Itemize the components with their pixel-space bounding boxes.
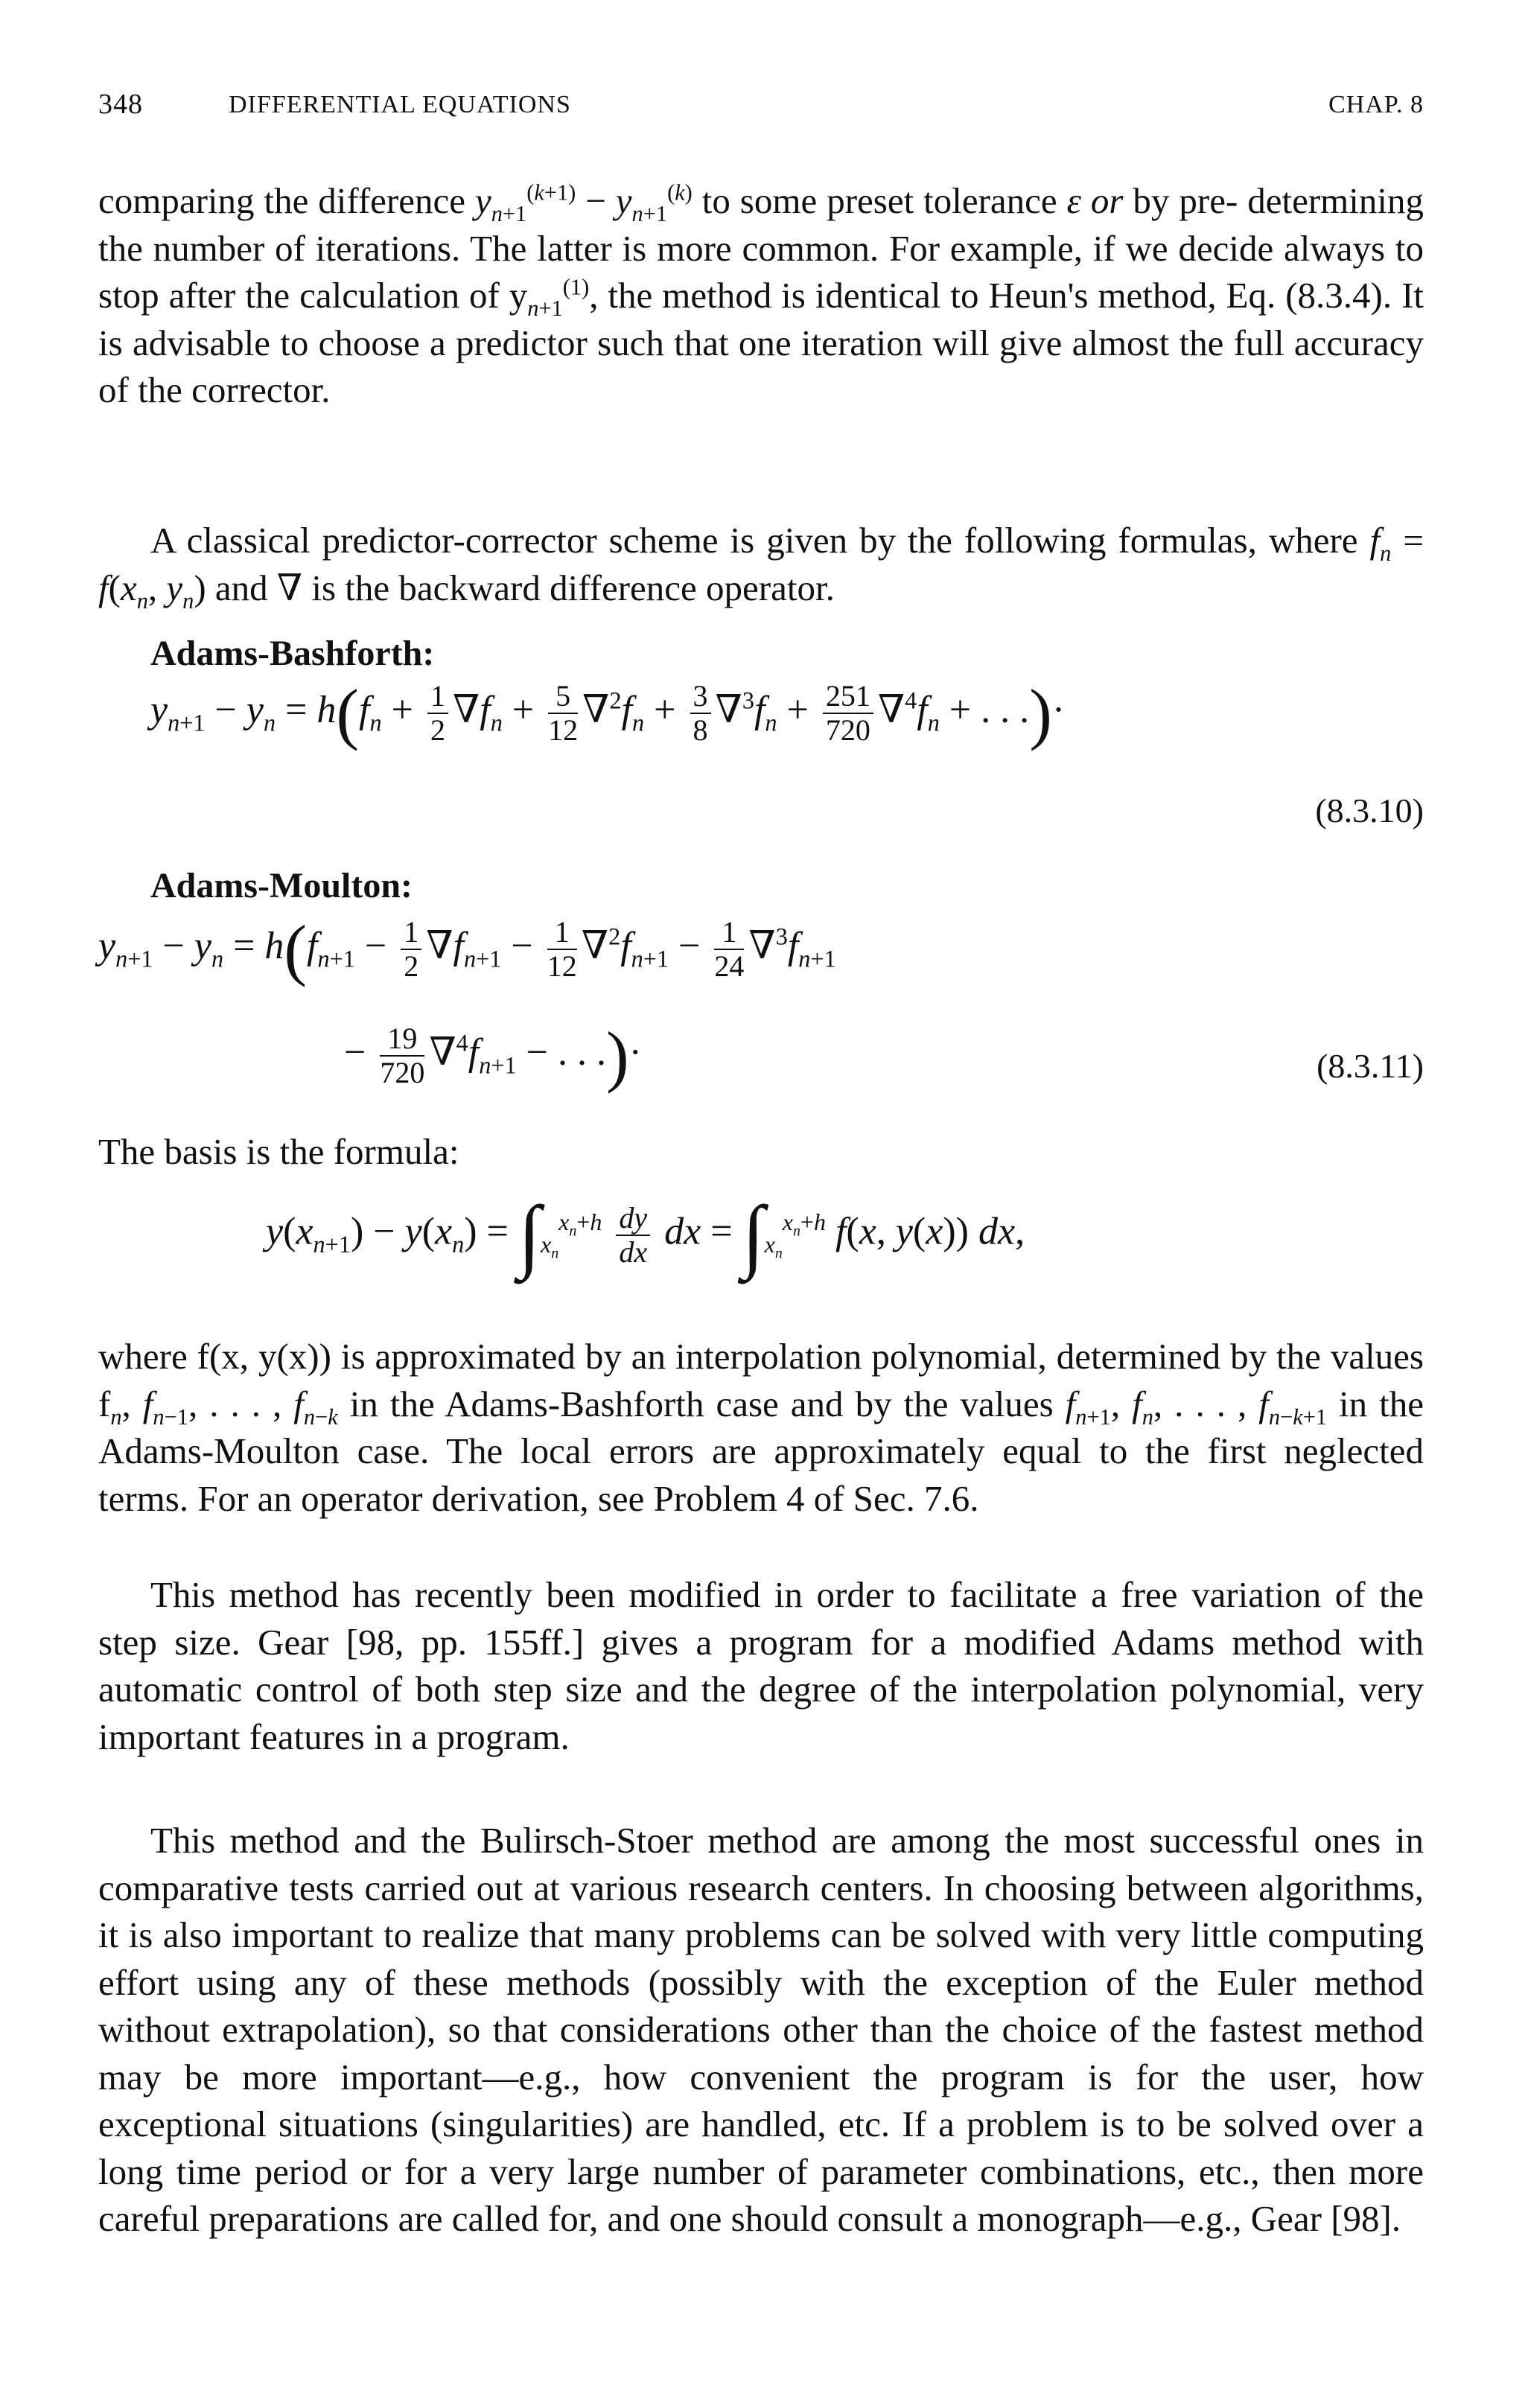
paragraph-comparison: This method and the Bulirsch-Stoer method are among the most successful ones in comparative tests carried out at various research centers. In choosing between algorithms, it is also important to realize that many problems can be solved with very little computing effort using any of these methods (possibly with the exception of the Euler method without extrapolation), so that considerations other than the choice of the fastest method may be more important—e.g., how convenient the program is for the user, how exceptional situations (singularities) are handled, etc. If a problem is to be solved over a long time period or for a very large number of parameter combinations, etc., then more careful preparations are called for, and one should consult a monograph—e.g., Gear [98]. xyxy=(98,1820,1424,2239)
equation-number-8-3-10: (8.3.10) xyxy=(1315,791,1424,829)
basis-intro: The basis is the formula: xyxy=(98,1131,459,1172)
equation-adams-moulton-line2: − $\frac{19}{720}$ $\nabla^4f_{n+1}$ − . . .)· xyxy=(344,1018,642,1094)
page-number: 348 xyxy=(98,89,143,120)
equation-adams-moulton-line1: $y_{n+1} - y_n = h(f_{n+1}$ − $\frac{1}{2}$ $\nabla f_{n+1}$ − $\frac{1}{12}$ $\nabla^2f_{n+1}$ − $\frac{1}{24}$ $\nabla^3f_{n+1}$ xyxy=(98,911,836,987)
paragraph-step-size: This method has recently been modified in order to facilitate a free variation of the step size. Gear [98, pp. 155ff.] gives a program for a modified Adams method with automatic control of both step size and the degree of the interpolation polynomial, very important features in a program. xyxy=(98,1574,1424,1757)
equation-integral-basis: $y(x_{n+1}) - y(x_n) = \int_{x_n}^{x_n+h}$ $\frac{dy}{dx}$ dx = $\int_{x_n}^{x_n+h}$ f(x, y(x)) dx, xyxy=(266,1189,1025,1280)
chapter-label: CHAP. 8 xyxy=(1328,91,1424,118)
equation-number-8-3-11: (8.3.11) xyxy=(1317,1047,1424,1085)
equation-adams-bashforth: $y_{n+1} - y_n = h(f_n$ + $\frac{1}{2}$ $\nabla f_n$ + $\frac{5}{12}$ $\nabla^2f_n$ + $\frac{3}{8}$ $\nabla^3f_n$ + $\frac{251}{720}$ $\nabla^4f_n$ + . . .)· xyxy=(150,675,1066,751)
paragraph-iteration-rest: determining the number of iterations. The latter is more common. For example, if we decide always to stop after the calculation of y xyxy=(98,180,1424,316)
paragraph-interpolation: where f(x, y(x)) is approximated by an interpolation polynomial, determined by the values $f_n$, $f_{n-1}$, . . . , $f_{n-k}$ in the Adams-Bashforth case and by the values $f_{n+1}$, $f_n$, . . . , $f_{n-k+1}$ in the Adams-Moulton case. The local errors are approximately equal to the first neglected terms. For an operator derivation, see Problem 4 of Sec. 7.6. xyxy=(98,1336,1424,1519)
heading-adams-bashforth: Adams-Bashforth: xyxy=(150,634,435,673)
book-page xyxy=(98,0,1424,2408)
page-header xyxy=(98,88,1424,133)
paragraph-scheme-intro: A classical predictor-corrector scheme is given by the following formulas, where $f_n = f(x_n$, $y_n$) and ∇ is the backward difference operator. xyxy=(98,520,1424,614)
running-title: DIFFERENTIAL EQUATIONS xyxy=(229,91,571,118)
heading-adams-moulton: Adams-Moulton: xyxy=(150,866,413,905)
paragraph-iteration: comparing the difference $y_{n+1}^{(k+1)} - y_{n+1}^{(k)}$ to some preset tolerance ε or by pre- determining the number of iterations. The latter is more common. For example, if we decide always to stop after the calculation of $y_{n+1}^{(1)}$, the method is identical to Heun's method, Eq. (8.3.4). It is advisable to choose a predictor such that one iteration will give almost the full accuracy of the corrector. xyxy=(98,179,1424,410)
